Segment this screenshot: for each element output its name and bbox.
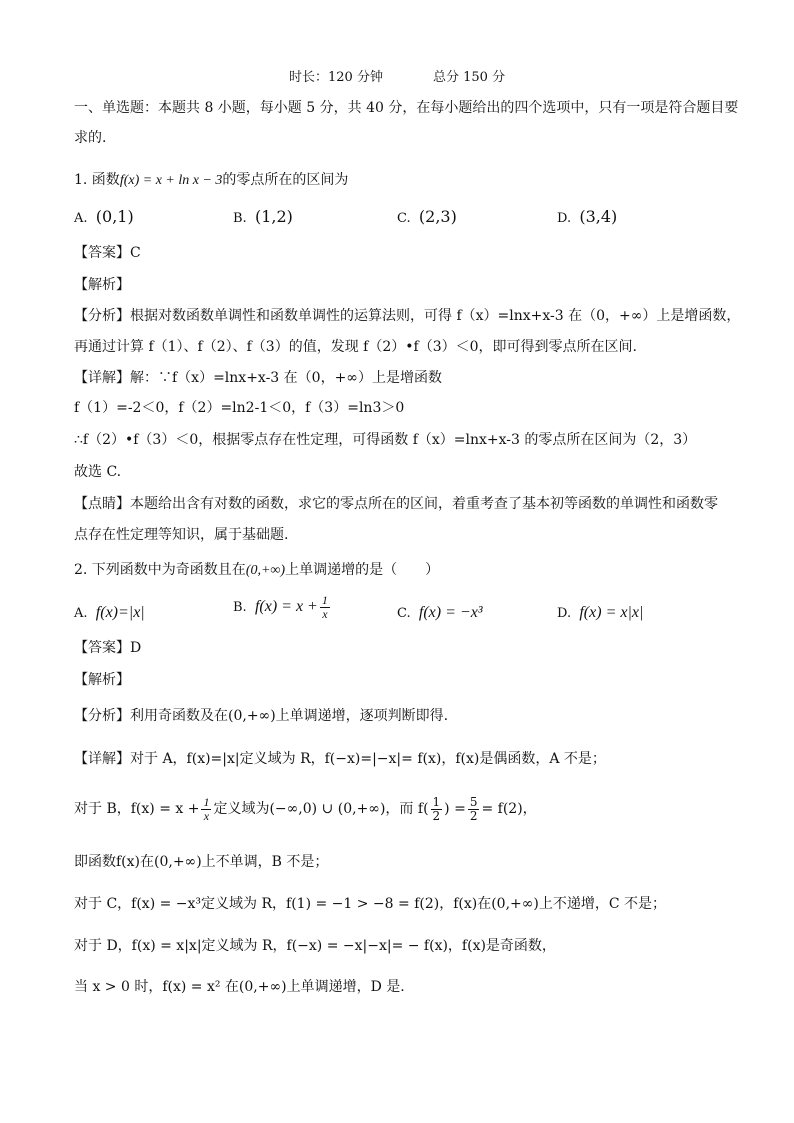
total-score-text: 总分 150 分	[433, 70, 506, 85]
q2-xiangjie-a: 【详解】对于 A，f(x)=|x|定义域为 R，f(−x)=|−x|= f(x)，f(x)是偶函数，A 不是；	[74, 751, 606, 767]
q2-stem: 2. 下列函数中为奇函数且在(0,+∞)上单调递增的是（ ）	[74, 562, 440, 578]
q2-jiexi: 【解析】	[74, 672, 130, 688]
q1-fenxi-line2: 再通过计算 f（1）、f（2）、f（3）的值，发现 f（2）•f（3）＜0，即可得到零点所在区间.	[74, 339, 637, 355]
q2-option-c: C. f(x) = −x³	[397, 604, 483, 621]
q1-xiangjie-line1: 【详解】解：∵f（x）=lnx+x-3 在（0，+∞）上是增函数	[74, 370, 442, 386]
q1-jiexi: 【解析】	[74, 277, 130, 293]
q2-option-b: B. f(x) = x + $\frac{1}{x}$	[233, 593, 328, 621]
q1-xiangjie-line4: 故选 C.	[74, 464, 122, 480]
q2-xiangjie-d: 对于 D，f(x) = x|x|定义域为 R，f(−x) = −x|−x|= − f(x)，f(x)是奇函数，	[74, 938, 556, 954]
q2-answer: 【答案】D	[74, 640, 142, 656]
section-instruction-line1: 一、单选题：本题共 8 小题，每小题 5 分，共 40 分，在每小题给出的四个选项中，只有一项是符合题目要	[74, 100, 739, 116]
q1-option-d: D. (3,4)	[557, 207, 618, 226]
q1-dianjing-line1: 【点睛】本题给出含有对数的函数，求它的零点所在的区间，着重考查了基本初等函数的单调性和函数零	[74, 496, 718, 512]
q1-option-c: C. (2,3)	[397, 207, 457, 226]
section-instruction-line2: 求的.	[74, 130, 107, 146]
q1-stem	[74, 170, 348, 191]
q1-formula: f(x) = x + ln x − 3	[119, 173, 223, 188]
q2-option-d: D. f(x) = x|x|	[557, 604, 644, 621]
q2-xiangjie-b: 对于 B，f(x) = x + $\frac{1}{x}$ 定义域为(−∞,0) ∪ (0,+∞)，而 f( $\frac{1}{2}$ ) = $\frac{5}{2}$ = f(2)，	[74, 794, 537, 823]
q2-conclusion: 当 x > 0 时，f(x) = x² 在(0,+∞)上单调递增，D 是.	[74, 979, 405, 995]
q1-option-a: A. (0,1)	[74, 207, 134, 226]
q1-answer: 【答案】C	[74, 245, 141, 261]
q1-xiangjie-line2: f（1）=-2＜0，f（2）=ln2-1＜0，f（3）=ln3＞0	[74, 400, 405, 416]
q2-xiangjie-b-line2: 即函数f(x)在(0,+∞)上不单调，B 不是；	[74, 854, 329, 870]
q1-suffix: 的零点所在的区间为	[222, 172, 349, 188]
q2-xiangjie-c: 对于 C，f(x) = −x³定义域为 R，f(1) = −1 > −8 = f(2)，f(x)在(0,+∞)上不递增，C 不是；	[74, 896, 667, 912]
q1-xiangjie-line3: ∴f（2）•f（3）＜0，根据零点存在性定理，可得函数 f（x）=lnx+x-3 的零点所在区间为（2，3）	[74, 432, 697, 448]
q1-fenxi-line1: 【分析】根据对数函数单调性和函数单调性的运算法则，可得 f（x）=lnx+x-3 在（0，+∞）上是增函数，	[74, 308, 741, 324]
q2-fenxi: 【分析】利用奇函数及在(0,+∞)上单调递增，逐项判断即得.	[74, 708, 449, 724]
q1-prefix: 1. 函数	[74, 172, 120, 188]
q1-dianjing-line2: 点存在性定理等知识，属于基础题.	[74, 527, 289, 543]
duration-text: 时长：120 分钟	[289, 70, 383, 85]
q2-option-a: A. f(x)=|x|	[74, 604, 145, 621]
q1-option-b: B. (1,2)	[233, 207, 293, 226]
q2-option-b-fraction: $\frac{1}{x}$	[321, 593, 328, 621]
q2-interval: (0,+∞)	[245, 563, 286, 578]
